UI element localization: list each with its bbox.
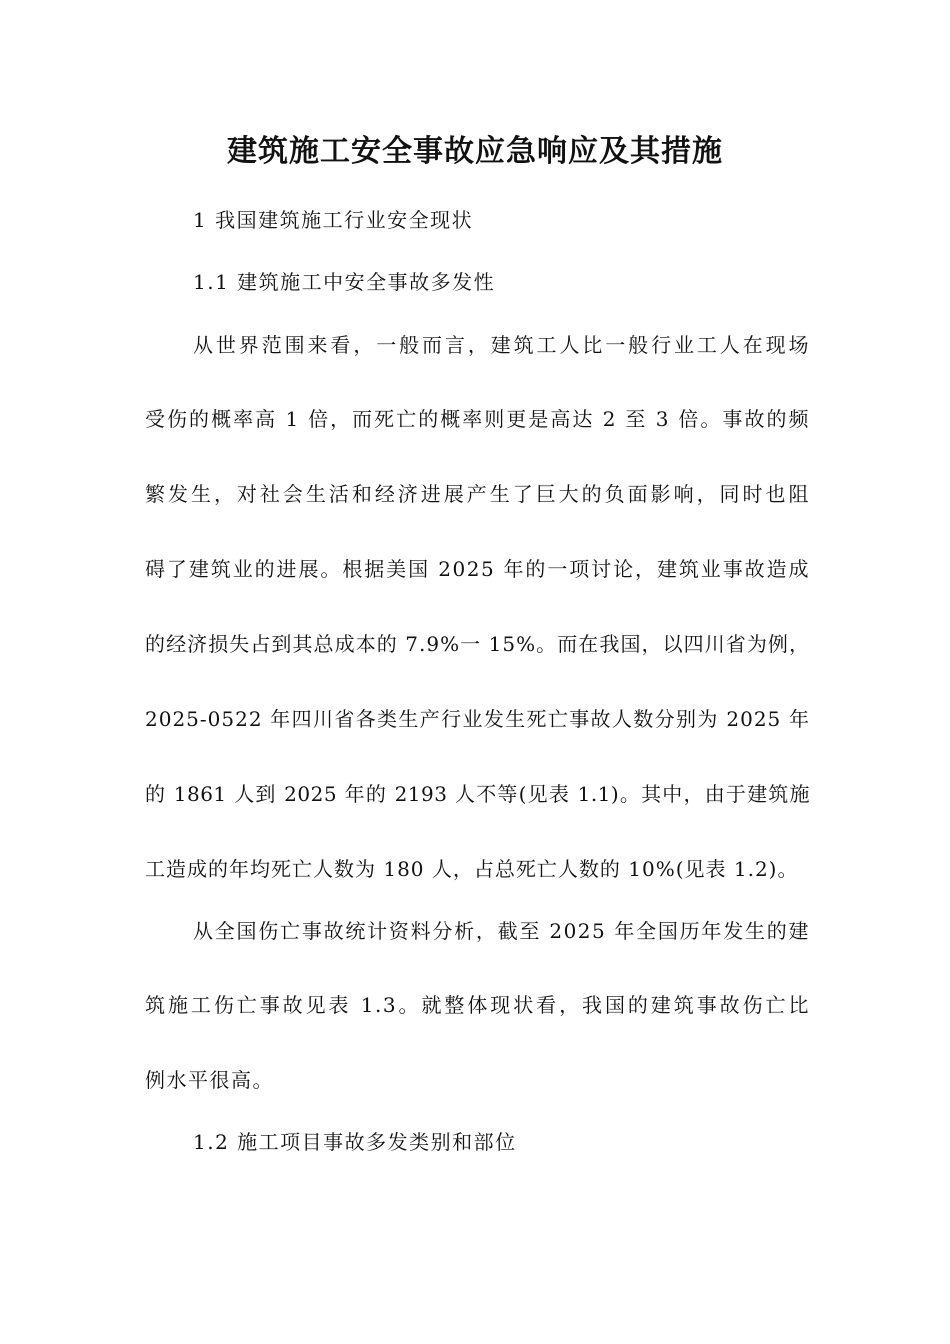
paragraph-line: 的 1861 人到 2025 年的 2193 人不等(见表 1.1)。其中，由于建筑施 (145, 782, 810, 806)
subsection-heading-1-1: 1.1 建筑施工中安全事故多发性 (193, 270, 496, 294)
paragraph-line: 碍了建筑业的进展。根据美国 2025 年的一项讨论，建筑业事故造成 (145, 557, 810, 581)
paragraph-line: 从全国伤亡事故统计资料分析，截至 2025 年全国历年发生的建 (193, 919, 810, 943)
paragraph-line: 工造成的年均死亡人数为 180 人，占总死亡人数的 10%(见表 1.2)。 (145, 857, 799, 881)
paragraph-line: 从世界范围来看，一般而言，建筑工人比一般行业工人在现场 (193, 333, 810, 357)
subsection-heading-1-2: 1.2 施工项目事故多发类别和部位 (193, 1130, 517, 1154)
paragraph-line: 繁发生，对社会生活和经济进展产生了巨大的负面影响，同时也阻 (145, 482, 810, 506)
section-heading-1: 1 我国建筑施工行业安全现状 (193, 208, 474, 232)
paragraph-line: 受伤的概率高 1 倍，而死亡的概率则更是高达 2 至 3 倍。事故的频 (145, 407, 810, 431)
paragraph-line: 2025-0522 年四川省各类生产行业发生死亡事故人数分别为 2025 年 (145, 707, 810, 731)
paragraph-line: 筑施工伤亡事故见表 1.3。就整体现状看，我国的建筑事故伤亡比 (145, 993, 810, 1017)
paragraph-line: 的经济损失占到其总成本的 7.9%一 15%。而在我国，以四川省为例， (145, 632, 810, 656)
document-title: 建筑施工安全事故应急响应及其措施 (227, 134, 723, 169)
paragraph-line: 例水平很高。 (145, 1068, 274, 1092)
